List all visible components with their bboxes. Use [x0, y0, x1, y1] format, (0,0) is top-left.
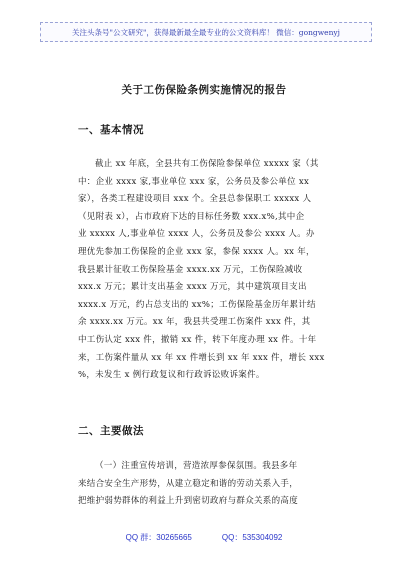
footer-contact [0, 532, 408, 543]
body-line: 来，工伤案件量从 xx 年 xx 件增长到 xx 年 xxx 件，增长 xxx [78, 352, 325, 363]
body-line: 家），各类工程建设项目 xxx 个。全县总参保职工 xxxxx 人 [78, 194, 312, 205]
body-line: 中：企业 xxxx 家,事业单位 xxx 家，公务员及参公单位 xx [78, 176, 310, 187]
body-line: 理优先参加工伤保险的企业 xxx 家，参保 xxxx 人。xx 年， [78, 246, 315, 257]
body-line: 业 xxxxx 人,事业单位 xxxx 人，公务员及参公 xxxx 人。办 [78, 229, 315, 240]
body-line: 中工伤认定 xxx 件，撤销 xx 件，转下年度办理 xx 件。十年 [78, 334, 317, 345]
body-line: （见附表 x），占市政府下达的目标任务数 xxx.x%,其中企 [78, 211, 305, 222]
body-line: xxxx.x 万元，约占总支出的 xx%；工伤保险基金历年累计结 [78, 299, 316, 310]
document-title: 关于工伤保险条例实施情况的报告 [121, 84, 287, 96]
body-line: %，未发生 x 例行政复议和行政诉讼败诉案件。 [78, 370, 265, 381]
header-banner-text: 关注头条号"公文研究"，获得最新最全最专业的公文资料库！ 微信：gongwenyj [72, 27, 340, 37]
body-line: 把维护弱势群体的利益上升到密切政府与群众关系的高度 [78, 496, 299, 507]
body-line: 我县累计征收工伤保险基金 xxxx.xx 万元，工伤保险减收 [78, 264, 303, 275]
section-body-basic [78, 156, 348, 385]
footer-qq-group: QQ 群：30265665 [125, 533, 192, 542]
section-heading-basic: 一、基本情况 [78, 124, 144, 136]
body-line: 余 xxxx.xx 万元。xx 年，我县共受理工伤案件 xxx 件，其 [78, 317, 311, 328]
section-heading-practices: 二、主要做法 [78, 425, 144, 437]
body-line: xxx.x 万元；累计支出基金 xxxx 万元，其中建筑项目支出 [78, 282, 307, 293]
footer-qq: QQ：535304092 [221, 533, 283, 542]
section-body-practices [78, 458, 348, 511]
body-line: 截止 xx 年底，全县共有工伤保险参保单位 xxxxx 家（其 [95, 159, 319, 169]
body-line: 来结合安全生产形势，从建立稳定和谐的劳动关系入手， [78, 478, 299, 489]
body-line: （一）注重宣传培训，营造浓厚参保氛围。我县多年 [95, 461, 298, 471]
header-banner [40, 22, 372, 42]
